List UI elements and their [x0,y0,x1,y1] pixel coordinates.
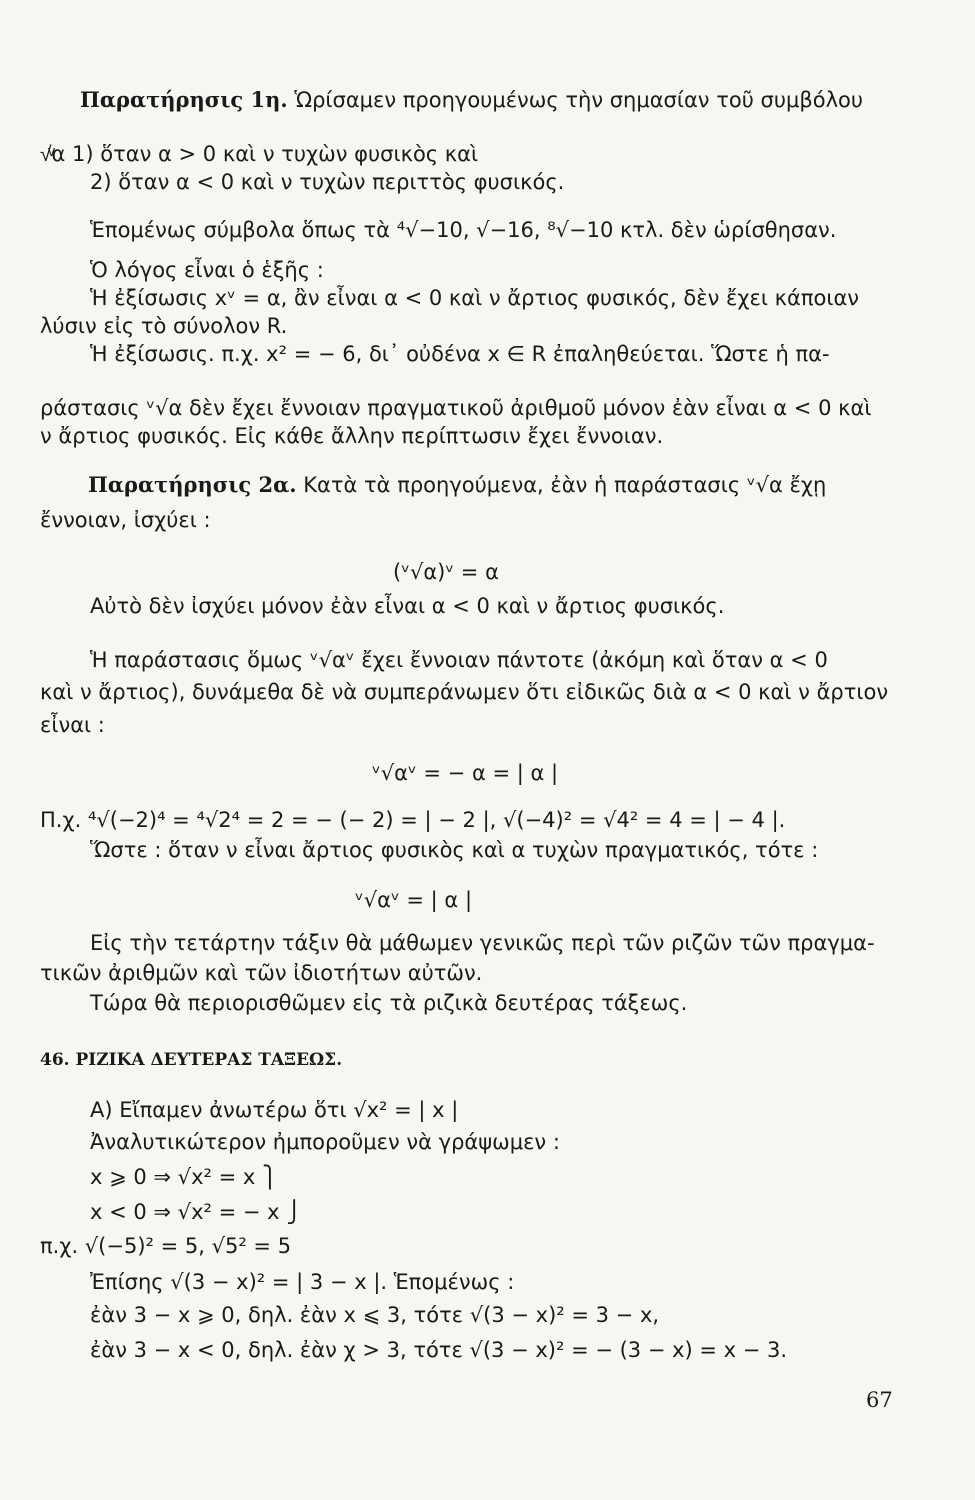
text-line [90,928,875,958]
text-line [90,1335,787,1365]
text-line [90,283,859,313]
text-line [90,1095,458,1125]
line-text: καὶ ν ἄρτιος), δυνάμεθα δὲ νὰ συμπεράνωμεν ὅτι εἰδικῶς διὰ α < 0 καὶ ν ἄρτιον [40,680,889,704]
line-text: Αὐτὸ δὲν ἰσχύει μόνον ἐὰν εἶναι α < 0 καὶ ν ἄρτιος φυσικός. [90,594,725,618]
remark-heading: Παρατήρησις 2α. [88,472,297,497]
text-line [90,339,830,369]
page-number: 67 [866,1388,893,1412]
text-line [40,805,785,835]
text-line [40,139,478,169]
text-line [90,255,324,285]
text-line [90,1127,560,1157]
text-line [90,215,836,245]
text-line [90,645,828,675]
text-line [90,1162,278,1192]
text-line [40,311,287,341]
line-text: Π.χ. ⁴√(−2)⁴ = ⁴√2⁴ = 2 = − (− 2) = | − 2 |, √(−4)² = √4² = 4 = | − 4 |. [40,808,786,832]
text-line [40,710,105,740]
line-text: x < 0 ⇒ √x² = − x ⎭ [90,1200,302,1224]
text-line [393,557,499,587]
text-line [90,1197,302,1227]
text-line [90,835,818,865]
text-line [90,1267,514,1297]
line-text: Κατὰ τὰ προηγούμενα, ἐὰν ἡ παράστασις ᵛ√α ἔχῃ [296,473,827,497]
line-text: π.χ. √(−5)² = 5, √5² = 5 [40,1234,292,1258]
text-line [80,85,863,115]
text-line [90,1300,659,1330]
text-line [40,677,888,707]
line-text: (ᵛ√α)ᵛ = α [393,560,499,584]
line-text: 2) ὅταν α < 0 καὶ ν τυχὼν περιττὸς φυσικός. [90,170,565,194]
line-text: εἶναι : [40,713,105,737]
line-text: ν ἄρτιος φυσικός. Εἰς κάθε ἄλλην περίπτωσιν ἔχει ἔννοιαν. [40,424,664,448]
line-text: Εἰς τὴν τετάρτην τάξιν θὰ μάθωμεν γενικῶς περὶ τῶν ριζῶν τῶν πραγμα- [90,931,875,955]
line-text: Ἡ παράστασις ὅμως ᵛ√αᵛ ἔχει ἔννοιαν πάντοτε (ἀκόμη καὶ ὅταν α < 0 [90,648,828,672]
text-line [40,393,871,423]
text-line [372,758,558,788]
line-text: Α) Εἴπαμεν ἀνωτέρω ὅτι √x² = | x | [90,1098,459,1122]
line-text: Τώρα θὰ περιορισθῶμεν εἰς τὰ ριζικὰ δευτέρας τάξεως. [90,991,688,1015]
line-text: Ἑπομένως σύμβολα ὅπως τὰ ⁴√−10, √−16, ⁸√−10 κτλ. δὲν ὡρίσθησαν. [90,218,837,242]
text-line [90,988,687,1018]
line-text: Ὁ λόγος εἶναι ὁ ἑξῆς : [90,258,324,282]
line-text: √ͮα 1) ὅταν α > 0 καὶ ν τυχὼν φυσικὸς καὶ [40,142,479,166]
line-text: Ἡ ἐξίσωσις xᵛ = α, ἂν εἶναι α < 0 καὶ ν ἄρτιος φυσικός, δὲν ἔχει κάποιαν [90,286,860,310]
line-text: Ἐπίσης √(3 − x)² = | 3 − x |. Ἑπομένως : [90,1270,515,1294]
line-text: ἔννοιαν, ἰσχύει : [40,508,211,532]
text-line [90,167,564,197]
section-title: 46. ΡΙΖΙΚΑ ΔΕΥΤΕΡΑΣ ΤΑΞΕΩΣ. [40,1050,343,1070]
line-text: ᵛ√αᵛ = | α | [355,888,473,912]
line-text: Ὡρίσαμεν προηγουμένως τὴν σημασίαν τοῦ συμβόλου [287,88,864,112]
remark-heading: Παρατήρησις 1η. [80,87,288,112]
text-line [40,1231,291,1261]
line-text: τικῶν ἀριθμῶν καὶ τῶν ἰδιοτήτων αὐτῶν. [40,961,483,985]
line-text: ράστασις ᵛ√α δὲν ἔχει ἔννοιαν πραγματικοῦ ἀριθμοῦ μόνον ἐὰν εἶναι α < 0 καὶ [40,396,872,420]
line-text: λύσιν εἰς τὸ σύνολον R. [40,314,288,338]
text-line [40,505,211,535]
line-text: Ἡ ἐξίσωσις. π.χ. x² = − 6, δι᾿ οὐδένα x ∈ R ἐπαληθεύεται. Ὥστε ἡ πα- [90,342,830,366]
line-text: ἐὰν 3 − x < 0, δηλ. ἐὰν χ > 3, τότε √(3 − x)² = − (3 − x) = x − 3. [90,1338,788,1362]
line-text: x ⩾ 0 ⇒ √x² = x ⎫ [90,1165,278,1189]
line-text: Ὥστε : ὅταν ν εἶναι ἄρτιος φυσικὸς καὶ α τυχὼν πραγματικός, τότε : [90,838,819,862]
text-line [90,591,724,621]
text-line [40,958,482,988]
line-text: Ἀναλυτικώτερον ἠμποροῦμεν νὰ γράψωμεν : [90,1130,560,1154]
text-line [355,885,472,915]
text-line [40,421,663,451]
text-line [88,470,826,500]
line-text: ἐὰν 3 − x ⩾ 0, δηλ. ἐὰν x ⩽ 3, τότε √(3 − x)² = 3 − x, [90,1303,660,1327]
line-text: ᵛ√αᵛ = − α = | α | [372,761,559,785]
